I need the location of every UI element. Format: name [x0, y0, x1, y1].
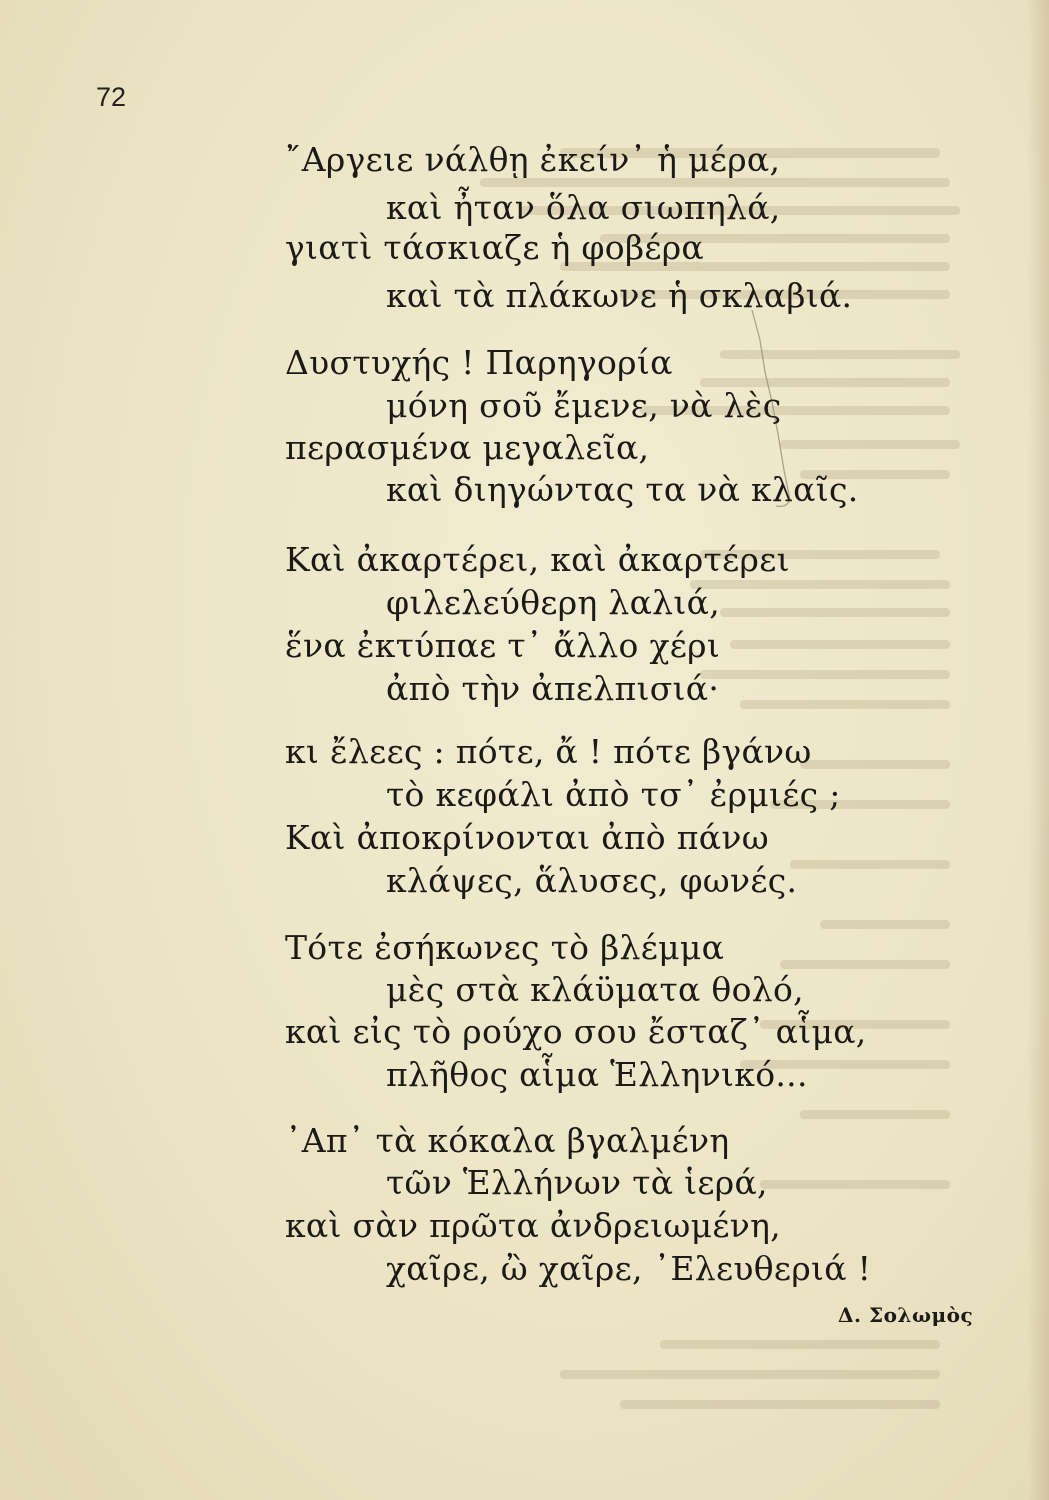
poem-line: τὸ κεφάλι ἀπὸ τσ᾽ ἐρμιές ; [386, 775, 841, 814]
poem-line: κλάψες, ἅλυσες, φωνές. [386, 861, 798, 900]
poem-line: καὶ σὰν πρῶτα ἀνδρειωμένη, [285, 1206, 781, 1245]
poem-line: καὶ ἦταν ὅλα σιωπηλά, [386, 188, 781, 227]
poem-line: Καὶ ἀποκρίνονται ἀπὸ πάνω [285, 818, 769, 857]
poem-line: πλῆθος αἷμα Ἑλληνικό... [386, 1055, 808, 1094]
poem-line: καὶ τὰ πλάκωνε ἡ σκλαβιά. [386, 276, 853, 315]
poem-line: Τότε ἐσήκωνες τὸ βλέμμα [285, 928, 725, 967]
page-edge-shadow [1027, 0, 1049, 1500]
poem-line: ῎Αργειε νάλθῃ ἐκείν᾽ ἡ μέρα, [285, 140, 781, 179]
poem-line: καὶ διηγώντας τα νὰ κλαῖς. [386, 470, 859, 509]
poem-line: ἀπὸ τὴν ἀπελπισιά· [386, 669, 720, 708]
poem-line: Καὶ ἀκαρτέρει, καὶ ἀκαρτέρει [285, 540, 790, 579]
page-number: 72 [96, 82, 127, 112]
poem-line: Δυστυχής ! Παρηγορία [285, 343, 673, 382]
poem-line: τῶν Ἑλλήνων τὰ ἱερά, [386, 1163, 768, 1202]
poem-line: ἕνα ἐκτύπαε τ᾽ ἄλλο χέρι [285, 626, 721, 665]
poem-line: γιατὶ τάσκιαζε ἡ φοβέρα [285, 228, 705, 267]
author-signature: Δ. Σολωμὸς [838, 1303, 974, 1327]
poem-line: μὲς στὰ κλάϋματα θολό, [386, 970, 804, 1009]
poem-line: μόνη σοῦ ἔμενε, νὰ λὲς [386, 386, 782, 425]
poem-line: περασμένα μεγαλεῖα, [285, 428, 650, 467]
poem-line: ᾽Απ᾽ τὰ κόκαλα βγαλμένη [285, 1121, 730, 1160]
poem-line: καὶ εἰς τὸ ρούχο σου ἔσταζ᾽ αἷμα, [285, 1012, 867, 1051]
poem-line: φιλελεύθερη λαλιά, [386, 583, 720, 622]
poem-line: χαῖρε, ὢ χαῖρε, ᾽Ελευθεριά ! [386, 1249, 872, 1288]
poem-line: κι ἔλεες : πότε, ἄ ! πότε βγάνω [285, 732, 812, 771]
